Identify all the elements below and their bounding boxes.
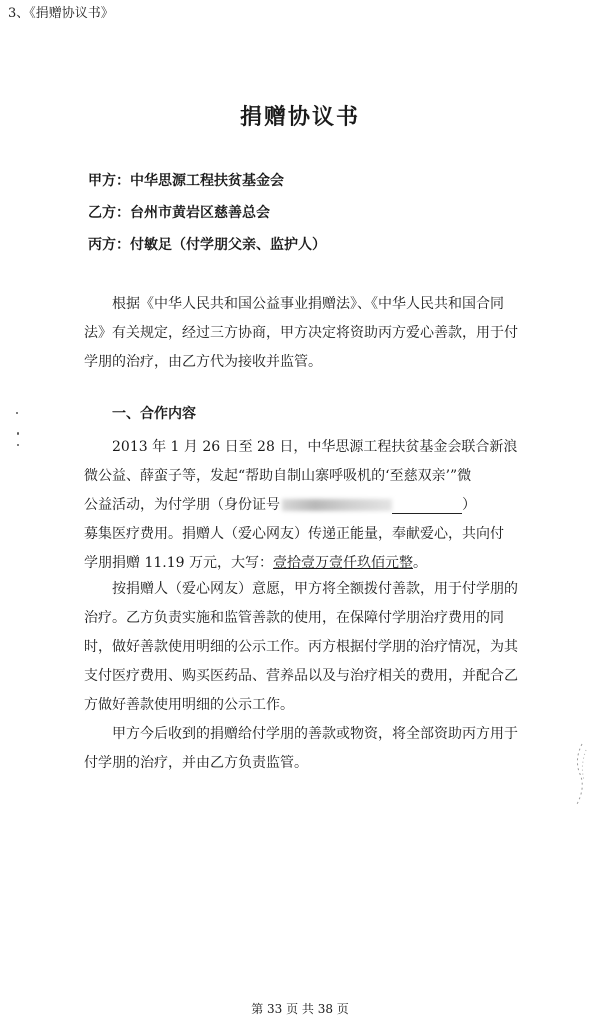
section-heading-cooperation: 一、合作内容 [112,406,196,422]
id-number-blank [392,499,462,514]
party-c-role: 丙方： [88,237,130,253]
party-b-role: 乙方： [88,205,130,221]
section1-line-2: 微公益、薛蛮子等，发起“帮助自制山寨呼吸机的‘至慈双亲’”微 [84,468,472,484]
page-footer: 第 33 页 共 38 页 [251,1002,349,1016]
party-b-name: 台州市黄岩区慈善总会 [130,205,270,221]
redacted-id-number [282,499,392,511]
intro-paragraph: 根据《中华人民共和国公益事业捐赠法》、《中华人民共和国合同法》有关规定，经过三方协商，甲方决定将资助丙方爱心善款，用于付学朋的治疗，由乙方代为接收并监管。 [84,296,518,370]
scan-speck [16,412,18,414]
margin-scribble [568,740,590,810]
party-a-role: 甲方： [88,173,130,189]
donation-amount-uppercase: 壹拾壹万壹仟玖佰元整 [272,555,413,571]
scan-speck [17,432,19,435]
paragraph-fund-usage: 按捐赠人（爱心网友）意愿，甲方将全额拨付善款，用于付学朋的治疗。乙方负责实施和监管善款的使用，在保障付学朋治疗费用的同时，做好善款使用明细的公示工作。丙方根据付学朋的治疗情况，为其支付医疗费用、购买医药品、营养品以及与治疗相关的费用，并配合乙方做好善款使用明细的公示工作。 [84,581,518,713]
document-title: 捐赠协议书 [239,105,360,130]
party-a-name: 中华思源工程扶贫基金会 [130,173,284,189]
party-a [88,170,284,190]
section1-line-3 [84,494,476,514]
section1-line-4: 募集医疗费用。捐赠人（爱心网友）传递正能量，奉献爱心，共向付 [84,526,504,542]
paragraph-future-donations: 甲方今后收到的捐赠给付学朋的善款或物资，将全部资助丙方用于付学朋的治疗，并由乙方负责监管。 [84,726,518,771]
party-c [88,234,326,254]
id-number-label: 公益活动，为付学朋（身份证号 [84,497,280,513]
party-b [88,202,270,222]
scan-speck [17,444,19,446]
section-label: 3、《捐赠协议书》 [8,6,114,21]
section1-line-1: 2013 年 1 月 26 日至 28 日，中华思源工程扶贫基金会联合新浪 [112,439,518,455]
donation-amount-end: 。 [412,555,427,571]
party-c-name: 付敏足（付学朋父亲、监护人） [130,237,326,253]
id-number-close: ） [462,497,476,513]
donation-amount-text: 学朋捐赠 11.19 万元，大写： [84,555,273,571]
section1-line-5 [84,552,427,572]
